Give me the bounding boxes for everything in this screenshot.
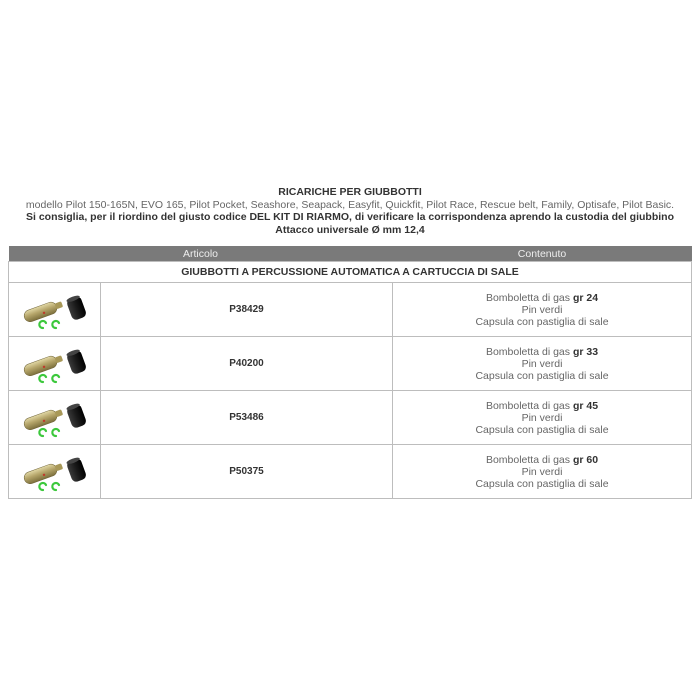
product-image-cell [9, 337, 101, 391]
pins-line: Pin verdi [521, 465, 563, 478]
rearm-kit-icon [19, 450, 91, 494]
section-title: GIUBBOTTI A PERCUSSIONE AUTOMATICA A CARTUCCIA DI SALE [9, 262, 692, 283]
gas-label: Bomboletta di gas [485, 399, 571, 412]
column-header-row [9, 246, 692, 262]
gas-weight: gr 24 [572, 291, 599, 304]
pins-line: Pin verdi [521, 411, 563, 424]
reorder-advice: Si consiglia, per il riordino del giusto codice DEL KIT DI RIARMO, di verificare la corrispondenza aprendo la custodia del giubbino [26, 211, 674, 223]
gas-cylinder-line [393, 400, 691, 412]
rearm-kit-icon [19, 342, 91, 386]
product-table [8, 246, 692, 499]
table-row [9, 391, 692, 445]
capsule-line: Capsula con pastiglia di sale [475, 423, 609, 436]
product-content [393, 283, 692, 337]
product-image-cell [9, 445, 101, 499]
gas-label: Bomboletta di gas [485, 291, 571, 304]
product-code: P40200 [101, 337, 393, 391]
gas-weight: gr 45 [572, 399, 599, 412]
column-header-article: Articolo [9, 246, 393, 262]
capsule-line: Capsula con pastiglia di sale [475, 369, 609, 382]
product-code: P50375 [101, 445, 393, 499]
product-image-cell [9, 283, 101, 337]
table-row [9, 283, 692, 337]
page-header [0, 186, 700, 236]
rearm-kit-icon [19, 288, 91, 332]
page-title: RICARICHE PER GIUBBOTTI [278, 186, 422, 198]
product-code: P38429 [101, 283, 393, 337]
gas-cylinder-line [393, 292, 691, 304]
gas-label: Bomboletta di gas [485, 453, 571, 466]
table-row [9, 445, 692, 499]
gas-weight: gr 33 [572, 345, 599, 358]
table-row [9, 337, 692, 391]
product-image-cell [9, 391, 101, 445]
gas-cylinder-line [393, 454, 691, 466]
capsule-line: Capsula con pastiglia di sale [475, 477, 609, 490]
gas-weight: gr 60 [572, 453, 599, 466]
compatible-models: modello Pilot 150-165N, EVO 165, Pilot Pocket, Seashore, Seapack, Easyfit, Quickfit, Pilot Race, Rescue belt, Family, Optisafe, Pilot Basic. [25, 198, 675, 211]
pins-line: Pin verdi [521, 303, 563, 316]
product-content [393, 337, 692, 391]
rearm-kit-icon [19, 396, 91, 440]
section-row [9, 262, 692, 283]
gas-cylinder-line [393, 346, 691, 358]
capsule-line: Capsula con pastiglia di sale [475, 315, 609, 328]
pins-line: Pin verdi [521, 357, 563, 370]
universal-attachment: Attacco universale Ø mm 12,4 [275, 223, 425, 236]
product-content [393, 445, 692, 499]
product-content [393, 391, 692, 445]
column-header-content: Contenuto [393, 246, 692, 262]
gas-label: Bomboletta di gas [485, 345, 571, 358]
product-code: P53486 [101, 391, 393, 445]
